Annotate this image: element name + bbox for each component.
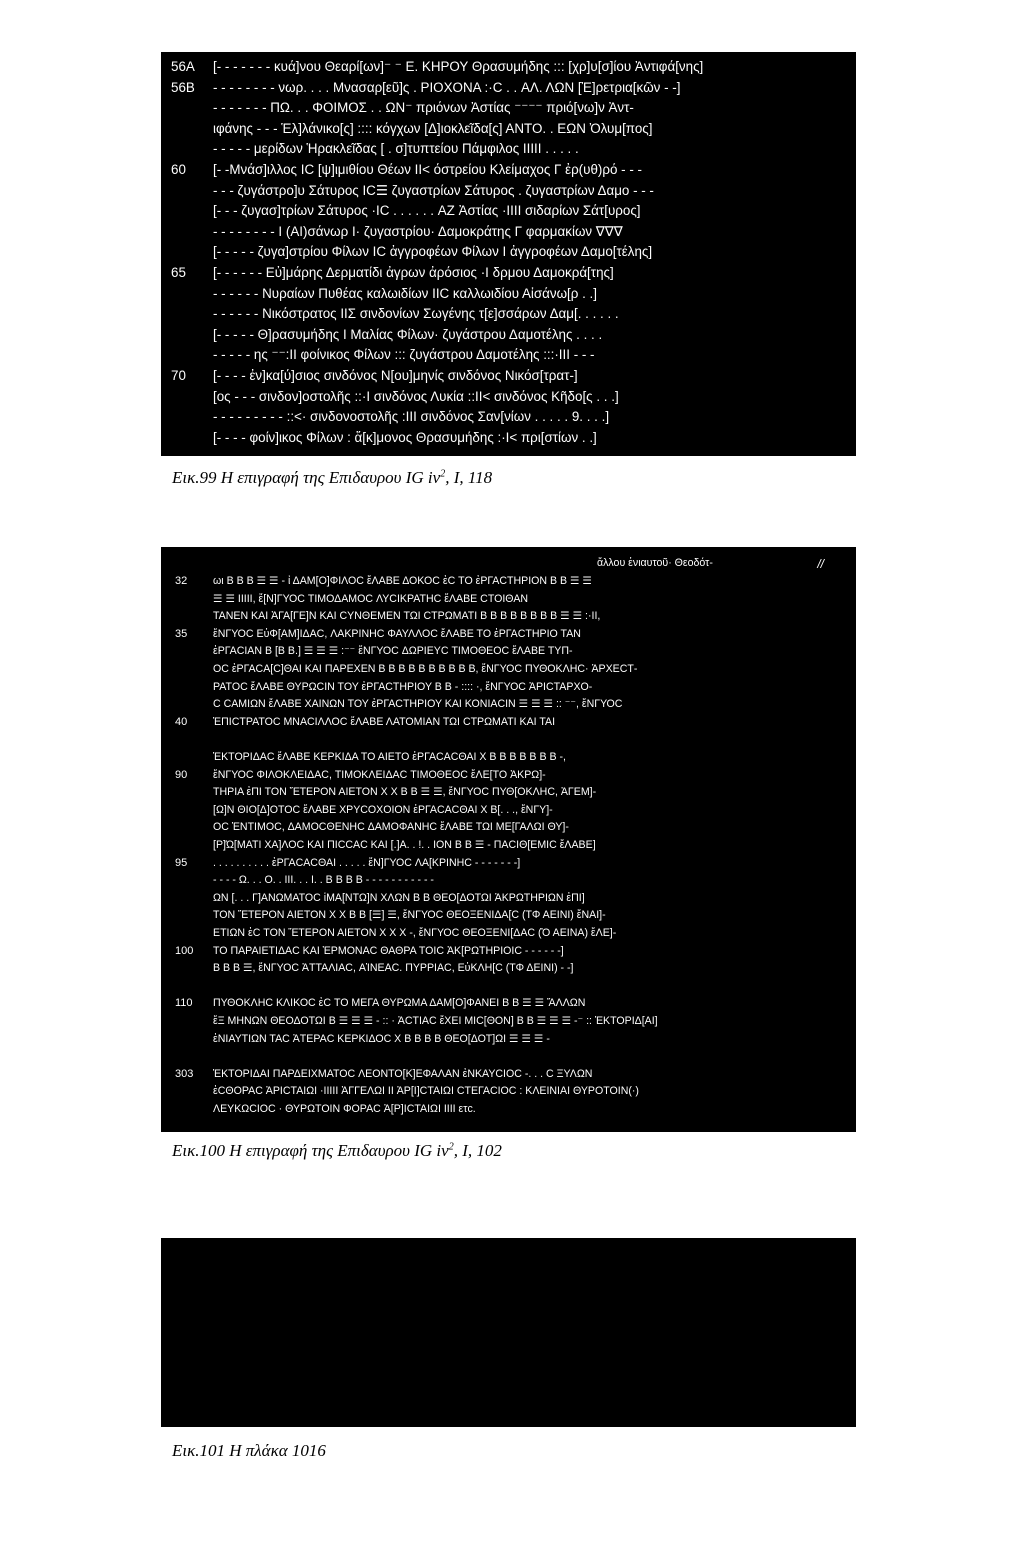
line-number: 56A	[171, 59, 195, 74]
line-text: - - - - - - - - νωρ. . . . Μνασαρ[εῦ]ς . ΡΙΟΧΟΝΑ :·C . . ΑΛ. ΛΩΝ [Ἐ]ρετρια[κῶν - -]	[213, 79, 681, 95]
line-text: ΕΤΙΩΝ ἐC ΤΟΝ ἝΤΕΡΟΝ ΑΙΕΤΟΝ Χ Χ Χ -, ἔΝΓΥΟC ΘΕΟΞΕΝΙ[ΔΑC (Ὁ ΑΕΙΝΑ) ἔΛΕ]-	[213, 927, 617, 939]
slab-1016-photo	[161, 1238, 856, 1427]
caption-figure-99: Εικ.99 Η επιγραφή της Επιδαυρου IG $iv^2$, I, 118	[172, 468, 493, 487]
line-text: ΩΝ [. . . Γ]ΑΝΩΜΑΤΟC ἱΜΑ[ΝΤΩ]Ν ΧΛΩΝ Β Β ΘΕΟ[ΔΟΤΩΙ ἈΚΡΩΤΗΡΙΩΝ ἐΠΙ]	[213, 891, 585, 904]
line-text: ωι Β Β Β ☰ ☰ - ἰ ΔΑΜ[Ο]ΦΙΛΟC ἔΛΑΒΕ ΔΟΚΟC ἐC ΤΟ ἐΡΓΑCΤΗΡΙΟΝ Β Β ☰ ☰	[213, 575, 592, 587]
line-text: ΡΑΤΟC ἔΛΑΒΕ ΘΥΡΩCΙΝ ΤΟΥ ἐΡΓΑCΤΗΡΙΟΥ Β Β - :::: ·, ἔΝΓΥΟC ἈΡΙCΤΑΡΧΟ-	[213, 680, 593, 693]
line-number: 110	[175, 997, 193, 1010]
line-number: 60	[171, 162, 186, 177]
line-text: ἐΝΙΑΥΤΙΩΝ ΤΑC ἈΤΕΡΑC ΚΕΡΚΙΔΟC Χ Β Β Β Β ΘΕΟ[ΔΟΤ]ΩΙ ☰ ☰ ☰ -	[213, 1032, 550, 1045]
line-number: 303	[175, 1067, 194, 1080]
margin-mark: //	[817, 557, 824, 571]
line-text: [- - - - - ζυγα]στρίου Φίλων ΙC ἀγγροφέων Φίλων Ι ἀγγροφέων Δαμο[τέλης]	[213, 244, 653, 260]
line-text: [Ρ]Ώ[ΜΑΤΙ ΧΑ]ΛΟC ΚΑΙ ΠΙCCΑC ΚΑΙ [.]Α. . !. . ΙΟΝ Β Β ☰ - ΠΑCΙΘ[ΕΜΙC ἔΛΑΒΕ]	[213, 839, 596, 851]
line-text: ΤΑΝΕΝ ΚΑΙ ἈΓΑ[ΓΕ]Ν ΚΑΙ CΥΝΘΕΜΕΝ ΤΩΙ CΤΡΩΜΑΤΙ Β Β Β Β Β Β Β Β ☰ ☰ :·ΙΙ,	[213, 610, 601, 623]
line-text: ἘΠΙCΤΡΑΤΟC ΜΝΑCΙΛΛΟC ἔΛΑΒΕ ΛΑΤΟΜΙΑΝ ΤΩΙ CΤΡΩΜΑΤΙ ΚΑΙ ΤΑΙ	[213, 715, 556, 728]
line-number: 56B	[171, 79, 195, 95]
line-text: C CΑΜΙΩΝ ἔΛΑΒΕ ΧΑΙΝΩΝ ΤΟΥ ἐΡΓΑCΤΗΡΙΟΥ ΚΑΙ ΚΟΝΙΑCΙΝ ☰ ☰ ☰ :: ⁻⁻, ἔΝΓΥΟC	[213, 698, 623, 711]
line-text: [- -Μνάσ]ιλλος ΙC [ψ]ιμιθίου Θέων ΙΙ< όστρείου Κλείμαχος Γ ἐρ(υθ)ρό - - -	[213, 162, 642, 177]
line-text: ΤΗΡΙΑ ἐΠΙ ΤΟΝ ἝΤΕΡΟΝ ΑΙΕΤΟΝ Χ Χ Β Β ☰ ☰, ἔΝΓΥΟC ΠΥΘ[ΟΚΛΗC, ἈΓΕΜ]-	[213, 786, 597, 799]
line-text: ☰ ☰ ΙΙΙΙΙ, ἔ[Ν]ΓΥΟC ΤΙΜΟΔΑΜΟC ΛΥCΙΚΡΑΤΗC ἔΛΑΒΕ CΤΟΙΘΑΝ	[213, 592, 529, 605]
line-text: - - - - - ης ⁻⁻:ΙΙ φοίνικος Φίλων ::: ζυγάστρου Δαμοτέλης :::·ΙΙΙ - - -	[213, 347, 595, 363]
line-text: ΤΟ ΠΑΡΑΙΕΤΙΔΑC ΚΑΙ ἙΡΜΟΝΑC ΘΑΘΡΑ ΤΟΙC ἈΚ[ΡΩΤΗΡΙΟΙC - - - - - -]	[213, 944, 564, 957]
line-text: [- - - - φοίν]ικος Φίλων : ἅ[κ]μονος Θρασυμήδης :·Ι< πρι[στίων . .]	[213, 429, 597, 445]
line-number: 90	[175, 768, 188, 781]
line-text: ἙΚΤΟΡΙΔΑΙ ΠΑΡΔΕΙΧΜΑΤΟC ΛΕΟΝΤΟ[Κ]ΕΦΑΛΑΝ ἐΝΚΑΥCΙΟC -. . . C ΞΥΛΩΝ	[213, 1067, 593, 1080]
line-text: . . . . . . . . . . ἐΡΓΑCΑCΘΑΙ . . . . . ἔΝ]ΓΥΟC ΛΑ[ΚΡΙΝΗC - - - - - - -]	[213, 856, 521, 869]
line-number: 95	[175, 856, 188, 869]
inscription-ig-118-panel	[161, 52, 856, 456]
line-number: 100	[175, 944, 194, 957]
line-text: ΛΕΥΚΩCΙΟC · ΘΥΡΩΤΟΙΝ ΦΟΡΑC Ἀ[Ρ]ΙCΤΑΙΩΙ ΙΙΙΙ ετc.	[213, 1103, 476, 1115]
line-text: - - - ζυγάστρο]υ Σάτυρος ΙC☰ ζυγαστρίων Σάτυρος . ζυγαστρίων Δαμο - - -	[213, 182, 654, 198]
line-number: 35	[175, 627, 188, 640]
line-text: [ος - - - σινδον]οστολῆς ::·Ι σινδόνος Λυκία ::ΙΙ< σινδόνος Κῆδο[ς . . .]	[213, 388, 619, 404]
line-text: - - - - - - - - - ::<· σινδονοστολῆς :ΙΙΙ σινδόνος Σαν[νίων . . . . . 9. . . .]	[213, 409, 610, 425]
line-text: [- - - ζυγασ]τρίων Σάτυρος ·ΙC . . . . . . ΑΖ Ἀστίας ·ΙΙΙΙ σιδαρίων Σάτ[υρος]	[213, 203, 641, 219]
line-text: ἐΡΓΑCΙΑΝ Β [Β Β.] ☰ ☰ ☰ :⁻⁻ ἔΝΓΥΟC ΔΩΡΙΕΥC ΤΙΜΟΘΕΟC ἔΛΑΒΕ ΤΥΠ-	[213, 645, 573, 658]
line-text: - - - - - - Νυραίων Πυθέας καλωιδίων ΙΙC καλλωιδίου Αἰσάνω[ρ . .]	[213, 285, 597, 301]
line-text: Β Β Β ☰, ἔΝΓΥΟC ἈΤΤΑΛΙΑC, ΑἸΝΕΑC. ΠΥΡΡΙΑC, ΕὐΚΛΗ[C (ΤΦ ΔΕΙΝΙ) - -]	[213, 962, 574, 975]
line-text: - - - - - μερίδων Ἡρακλεῖδας [ . σ]τυπτείου Πάμφιλος ΙΙΙΙΙ . . . . .	[213, 141, 579, 157]
inscription-header: ἄλλου ἐνιαυτοῦ· Θεοδότ-	[597, 557, 713, 569]
line-text: ἐCΘΟΡΑC ἈΡΙCΤΑΙΩΙ ·ΙΙΙΙΙ ἈΓΓΕΛΩΙ ΙΙ ἈΡ[Ι]CΤΑΙΩΙ CΤΕΓΑCΙΟC : ΚΛΕΙΝΙΑΙ ΘΥΡΟΤΟΙΝ(·)	[213, 1085, 639, 1098]
line-text: [- - - - ἐν]κα[ύ]σιος σινδόνος Ν[ου]μηνίς σινδόνος Νικόσ[τρατ-]	[213, 368, 578, 383]
line-text: - - - - - - Νικόστρατος ΙΙΣ σινδονίων Σωγένης τ[ε]σσάρων Δαμ[. . . . . .	[213, 306, 619, 322]
caption-figure-101: Εικ.101 Η πλάκα 1016	[172, 1441, 326, 1460]
line-number: 40	[175, 715, 188, 728]
inscription-ig-102-panel	[161, 547, 856, 1132]
line-text: [- - - - - - - κυά]νου Θεαρί[ων]⁻ ⁻ Ε. ΚΗΡΟΥ Θρασυμήδης ::: [χρ]υ[σ]ίου Ἀντιφά[νης]	[213, 59, 704, 74]
line-number: 32	[175, 575, 188, 587]
line-text: ἙΚΤΟΡΙΔΑC ἔΛΑΒΕ ΚΕΡΚΙΔΑ ΤΟ ΑΙΕΤΟ ἐΡΓΑCΑCΘΑΙ Χ Β Β Β Β Β Β Β -,	[213, 751, 566, 763]
line-text: ΟC ἐΡΓΑCΑ[C]ΘΑΙ ΚΑΙ ΠΑΡΕΧΕΝ Β Β Β Β Β Β Β Β Β Β, ἔΝΓΥΟC ΠΥΘΟΚΛΗC· ἈΡΧΕCΤ-	[213, 663, 638, 675]
line-text: [Ω]Ν ΘΙΟ[Δ]ΟΤΟC ἔΛΑΒΕ ΧΡΥCΟΧΟΙΟΝ ἐΡΓΑCΑCΘΑΙ Χ Β[. . ., ἔΝΓΥ]-	[213, 803, 553, 816]
line-text: ἔΝΓΥΟC ΕὐΦ[ΑΜ]ΙΔΑC, ΛΑΚΡΙΝΗC ΦΑΥΛΛΟC ἔΛΑΒΕ ΤΟ ἐΡΓΑCΤΗΡΙΟ ΤΑΝ	[213, 627, 581, 640]
line-text: ἔΝΓΥΟC ΦΙΛΟΚΛΕΙΔΑC, ΤΙΜΟΚΛΕΙΔΑC ΤΙΜΟΘΕΟC ἔΛΕ[ΤΟ ἈΚΡΩ]-	[213, 768, 546, 781]
line-text: [- - - - - - Εὐ]μάρης Δερματίδι ἀγρων ἀρόσιος ·Ι δρμου Δαμοκρά[της]	[213, 265, 614, 280]
line-text: ΟC ἘΝΤΙΜΟC, ΔΑΜΟCΘΕΝΗC ΔΑΜΟΦΑΝΗC ἔΛΑΒΕ ΤΩΙ ΜΕ[ΓΑΛΩΙ ΘΥ]-	[213, 821, 569, 834]
line-text: - - - - - - - ΠΩ. . . ΦΟΙΜΟΣ . . ΩΝ⁻ πριόνων Ἀστίας ⁻⁻⁻⁻ πριό[νω]ν Ἀντ-	[213, 100, 634, 116]
line-text: ΠΥΘΟΚΛΗC ΚΛΙΚΟC ἐC ΤΟ ΜΕΓΑ ΘΥΡΩΜΑ ΔΑΜ[Ο]ΦΑΝΕΙ Β Β ☰ ☰ ἌΛΛΩΝ	[213, 997, 586, 1010]
line-text: ἕΞ ΜΗΝΩΝ ΘΕΟΔΟΤΩΙ Β ☰ ☰ ☰ - :: · ἈCΤΙΑC ἔΧΕΙ ΜΙC[ΘΟΝ] Β Β ☰ ☰ ☰ -⁻ :: ἙΚΤΟΡΙΔ[ΑΙ]	[213, 1015, 658, 1027]
line-text: - - - - Ω. . . Ο. . ΙΙΙ. . . Ι. . Β Β Β Β - - - - - - - - - - -	[213, 874, 434, 887]
line-text: ΤΟΝ ἝΤΕΡΟΝ ΑΙΕΤΟΝ Χ Χ Β Β [☰] ☰, ἔΝΓΥΟC ΘΕΟΞΕΝΙΔΑ[C (ΤΦ ΑΕΙΝΙ) ἔΝΑΙ]-	[213, 909, 606, 922]
line-number: 65	[171, 265, 186, 280]
line-number: 70	[171, 368, 186, 383]
line-text: ιφάνης - - - Ἑλ]λάνικο[ς] :::: κόγχων [Δ]ιοκλεῖδα[ς] ΑΝΤΟ. . ΕΩΝ Ὀλυμ[πος]	[213, 120, 653, 136]
line-text: - - - - - - - - Ι (ΑΙ)σάνωρ Ι· ζυγαστρίου· Δαμοκράτης Γ φαρμακίων ∇∇∇	[213, 223, 623, 239]
caption-figure-100: Εικ.100 Η επιγραφή της Επιδαυρου IG $iv^2$, I, 102	[172, 1141, 502, 1160]
line-text: [- - - - - Θ]ρασυμήδης Ι Μαλίας Φίλων· ζυγάστρου Δαμοτέλης . . . .	[213, 326, 603, 342]
